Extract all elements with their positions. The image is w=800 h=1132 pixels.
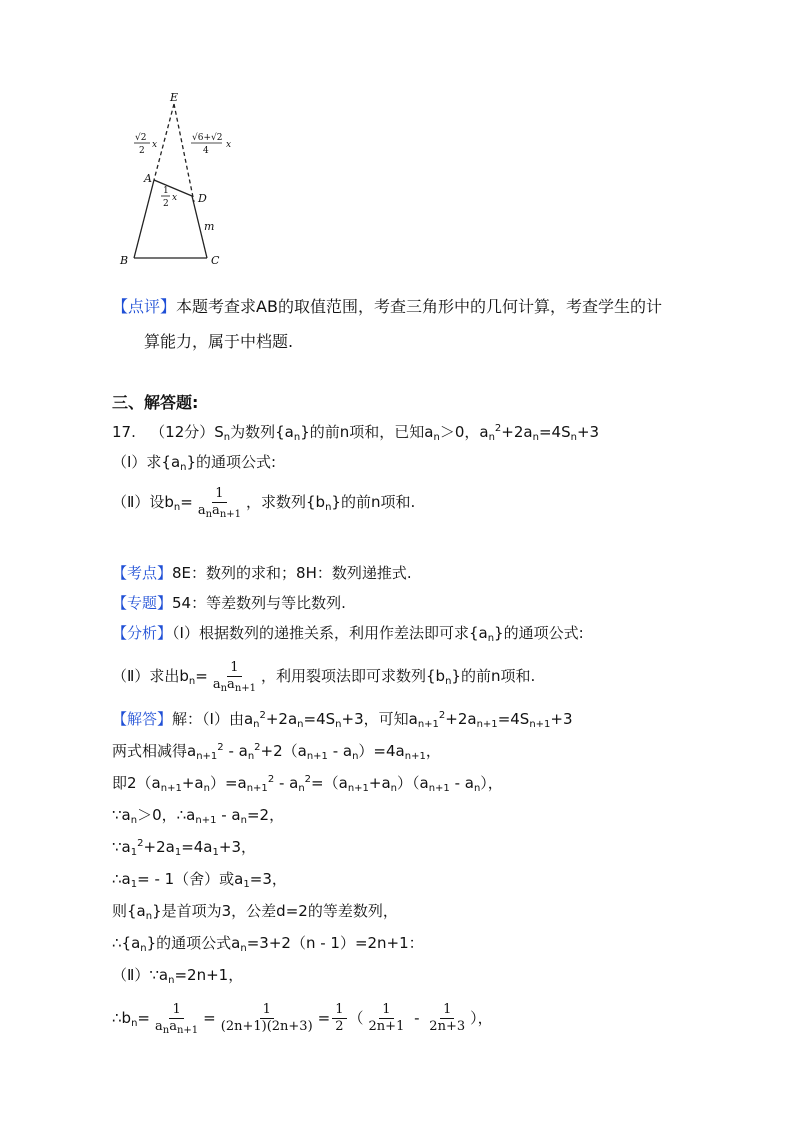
solution-token: - a (449, 774, 474, 792)
solution-token: 2 (259, 710, 266, 721)
problem-part-1: （I）求$\{a_n\}$的通项公式: (112, 453, 277, 473)
solution-token: +2a (265, 710, 298, 728)
label-ea-x: x (152, 140, 158, 150)
trapezoid-figure (112, 92, 252, 272)
solution-token: ∴{a (112, 934, 141, 952)
solution-token: +3， (218, 838, 256, 856)
comment-line-1 (112, 296, 662, 318)
solution-token: n (240, 943, 247, 954)
fraction-2n3: $\frac{1}{2n+3}$ (429, 1002, 466, 1034)
comment-line-2 (144, 331, 293, 353)
label-b: B (120, 254, 129, 267)
solution-token: +2（a (260, 742, 307, 760)
fraction-bn-analysis: $\frac{1}{a_na_{n+1}}$ (212, 660, 256, 694)
fraction-product: $\frac{1}{(2n+1)(2n+3)}$ (220, 1002, 313, 1034)
solution-token: +2a (445, 710, 477, 728)
solution-token: n (335, 719, 342, 730)
label-ed-num: √6+√2 (192, 133, 223, 143)
solution-token: n (203, 783, 210, 794)
solution-token: +a (368, 774, 391, 792)
solution-token: ）=a (209, 774, 247, 792)
solution-token: 2 (438, 710, 446, 721)
solution-token: - a (274, 774, 299, 792)
solution-line-3 (112, 772, 503, 794)
solution-token: n (168, 975, 175, 986)
solution-token: n+1 (404, 751, 426, 762)
solution-token: +a (181, 774, 204, 792)
solution-token: =3， (249, 870, 287, 888)
kaodian-line: 【考点】8E：数列的求和；8H：数列递推式. (112, 564, 412, 582)
label-ad-x: x (172, 193, 178, 203)
label-a: A (144, 172, 152, 185)
solution-token: =2n+1， (174, 966, 244, 984)
solution-token: n (247, 751, 255, 762)
fenxi-line-2: （Ⅱ）求出$b_n=$ $\frac{1}{a_na_{n+1}}$ ，利用裂项法即可求数列$\{b_n\}$的前n项和. (112, 660, 536, 694)
comment-tag: 【点评】 (112, 297, 177, 316)
label-m: m (204, 220, 215, 233)
label-e: E (170, 92, 179, 104)
solution-token: n+1 (160, 783, 182, 794)
solution-line-1: 【解答】解：（I）由$a_n^2+2a_n=4S_n+3$，可知$a_{n+1}^2+2a_{n+1}=4S_{n+1}+3$ (112, 710, 573, 730)
label-ea-num: √2 (135, 133, 147, 143)
solution-token: n+1 (417, 719, 439, 730)
solution-token: =4S (303, 710, 336, 728)
solution-line-6 (112, 868, 287, 890)
solution-token: 2 (267, 774, 275, 785)
solution-token: ， (425, 742, 441, 760)
solution-token: 1 (243, 879, 250, 890)
label-c: C (211, 254, 220, 267)
solution-token: n (352, 751, 359, 762)
solution-token: =（a (311, 774, 348, 792)
edge-ab (134, 180, 154, 258)
label-ad-num: 1 (163, 186, 169, 196)
solution-token: n (240, 815, 247, 826)
solution-token: - a (216, 806, 241, 824)
solution-token: 两式相减得a (112, 742, 197, 760)
solution-token: 1 (130, 879, 138, 890)
solution-token: ∴a (112, 870, 131, 888)
solution-token: n+1 (246, 783, 268, 794)
solution-token: n (297, 719, 304, 730)
solution-token: }是首项为3，公差d=2的等差数列， (152, 902, 398, 920)
solution-token: n (130, 815, 138, 826)
problem-stem: 17. （12分）$S_n$为数列$\{a_n\}$的前n项和，已知$a_n>0$，$a_n^2+2a_n=4S_n+3$ (112, 423, 600, 443)
solution-token: 即2（a (112, 774, 161, 792)
solution-token: 2 (217, 742, 224, 753)
solution-token: =2， (246, 806, 285, 824)
label-d: D (198, 192, 207, 205)
solution-token: 2 (304, 774, 312, 785)
solution-line-8 (112, 932, 424, 954)
solution-token: 解：（I）由a (172, 710, 254, 728)
solution-token: n+1 (347, 783, 369, 794)
solution-token: n+1 (195, 815, 217, 826)
solution-token: - a (223, 742, 248, 760)
solution-line-2 (112, 740, 441, 762)
solution-token: n (473, 783, 481, 794)
solution-token: n (298, 783, 305, 794)
edge-ed-dashed (174, 104, 194, 202)
solution-token: 1 (130, 847, 138, 858)
fenxi-line-1: 【分析】（I）根据数列的递推关系，利用作差法即可求$\{a_n\}$的通项公式: (112, 624, 584, 644)
fraction-bn-problem: $\frac{1}{a_na_{n+1}}$ (197, 486, 241, 520)
solution-token: n+1 (306, 751, 328, 762)
fraction-2n1: $\frac{1}{2n+1}$ (368, 1002, 405, 1034)
solution-token: +3 (550, 710, 573, 728)
solution-token: n (145, 911, 153, 922)
comment-text-2: 算能力，属于中档题. (144, 332, 294, 351)
solution-token: 1 (212, 847, 219, 858)
solution-token: ∵a (112, 838, 131, 856)
solution-line-5 (112, 836, 256, 858)
solution-token: n (140, 943, 147, 954)
label-ad-den: 2 (163, 199, 169, 209)
solution-line-9 (112, 964, 243, 986)
label-ed-x: x (226, 140, 232, 150)
solution-token: n (390, 783, 398, 794)
solution-token: n+1 (428, 783, 450, 794)
section-title: 三、解答题: (112, 393, 199, 412)
solution-line-7 (112, 900, 398, 922)
solution-token: ）， (480, 774, 503, 792)
comment-text-1: 本题考查求AB的取值范围，考查三角形中的几何计算，考查学生的计 (176, 297, 662, 316)
solution-token: }的通项公式a (146, 934, 241, 952)
solution-token: ∵a (112, 806, 131, 824)
solution-token: 2 (254, 742, 261, 753)
solution-token: 2 (137, 838, 144, 849)
solution-token: =4a (181, 838, 213, 856)
label-ea-den: 2 (139, 146, 145, 156)
fraction-half: $\frac{1}{2}$ (332, 1002, 346, 1035)
label-ed-den: 4 (203, 146, 209, 156)
solution-token: =4S (497, 710, 530, 728)
solution-line-10: $\therefore b_n=$ $\frac{1}{a_na_{n+1}}$ = $\frac{1}{(2n+1)(2n+3)}$ = $\frac{1}{2}$ （ $\frac{1}{2n+1}$ - $\frac{1}{2n+3}$ ）， (112, 1002, 493, 1036)
solution-token: =3+2（n - 1）=2n+1： (246, 934, 424, 952)
solution-line-4 (112, 804, 284, 826)
solution-token: 1 (174, 847, 182, 858)
solution-token: （Ⅱ）∵a (112, 966, 169, 984)
solution-token: n+1 (196, 751, 218, 762)
solution-token: 则{a (112, 902, 146, 920)
zhuanti-line: 【专题】54：等差数列与等比数列. (112, 594, 346, 612)
problem-part-2: （Ⅱ）设$b_n=$ $\frac{1}{a_na_{n+1}}$ ，求数列$\{b_n\}$的前n项和. (112, 486, 416, 520)
solution-token: ＞0，∴a (137, 806, 196, 824)
solution-token: n+1 (529, 719, 551, 730)
solution-token: +2a (143, 838, 175, 856)
solution-token: n+1 (476, 719, 498, 730)
solution-token: ）=4a (358, 742, 405, 760)
solution-token: ）（a (397, 774, 429, 792)
solution-token: - a (327, 742, 353, 760)
solution-token: +3，可知a (341, 710, 418, 728)
fraction-bn-solution: $\frac{1}{a_na_{n+1}}$ (155, 1002, 199, 1036)
solution-token: = - 1（舍）或a (137, 870, 244, 888)
solution-token: n (253, 719, 260, 730)
